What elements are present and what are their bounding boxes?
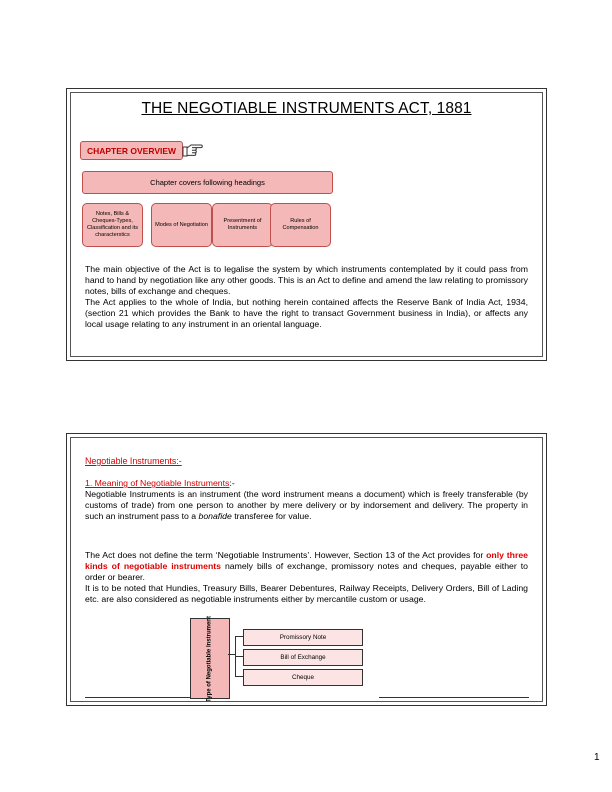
headings-bar: Chapter covers following headings [82, 171, 333, 194]
connector-main [228, 654, 235, 655]
divider-right [379, 697, 529, 698]
connector-3 [235, 676, 243, 677]
definition-text-a: The Act does not define the term ‘Negotiable Instruments’. However, Section 13 of the Act provides for [85, 550, 487, 560]
meaning-text-a: Negotiable Instruments is an instrument (the word instrument means a document) which is freely transferable (by customs of trade) from one person to another by mere delivery or by indorsement and delivery. The property in such an instrument pass to a [85, 488, 528, 521]
definition-text-b: namely bills of exchange, promissory notes and cheques, payable either to order or bearer. [85, 560, 528, 582]
other-instruments-paragraph: It is to be noted that Hundies, Treasury Bills, Bearer Debentures, Railway Receipts, Delivery Orders, Bill of Lading etc. are also considered as negotiable instruments either by mercantile custom or usage. [85, 582, 528, 604]
section-heading [85, 456, 528, 467]
instrument-type-label: Type of Negotiable Instrument [206, 615, 213, 702]
meaning-text-b: transferee for value. [231, 510, 312, 521]
instrument-type-box [190, 615, 230, 702]
heading-box-presentment: Presentment of Instruments [212, 203, 273, 247]
type-bill-of-exchange: Bill of Exchange [243, 649, 363, 666]
meaning-heading-text: 1. Meaning of Negotiable Instruments [85, 478, 230, 488]
overview-text [85, 264, 528, 329]
page-number: 1 [594, 752, 600, 763]
chapter-overview-label: CHAPTER OVERVIEW [80, 141, 183, 160]
definition-paragraph [85, 550, 528, 583]
divider-left [85, 697, 190, 698]
bonafide-word: bonafide [198, 510, 232, 521]
meaning-heading [85, 478, 528, 489]
heading-box-rules-of-compensation: Rules of Compensation [270, 203, 331, 247]
three-kinds-highlight: only three kinds of negotiable instruments [85, 550, 528, 571]
connector-2 [235, 656, 243, 657]
act-title: THE NEGOTIABLE INSTRUMENTS ACT, 1881 [141, 100, 472, 117]
type-cheque: Cheque [243, 669, 363, 686]
slide-negotiable-instruments [66, 433, 547, 706]
negotiable-instruments-heading: Negotiable Instruments:- [85, 456, 182, 466]
heading-box-modes-of-negotiation: Modes of Negotiation [151, 203, 212, 247]
pointing-hand-icon [181, 141, 203, 159]
heading-box-notes-bills-cheques: Notes, Bills & Cheques-Types, Classification and its characterstics [82, 203, 143, 247]
meaning-section [85, 478, 528, 522]
applicability-paragraph: The Act applies to the whole of India, but nothing herein contained affects the Reserve Bank of India Act, 1934, (section 21 which provides the Bank to have the right to transact Government business in India), or affects any local usage relating to any instrument in an oriental language. [85, 296, 528, 329]
objective-paragraph: The main objective of the Act is to legalise the system by which instruments contemplated by it could pass from hand to hand by negotiation like any other goods. This is an Act to define and amend the law relating to promissory notes, bills of exchange and cheques. [85, 264, 528, 296]
type-promissory-note: Promissory Note [243, 629, 363, 646]
meaning-paragraph [85, 489, 528, 522]
slide-chapter-overview [66, 88, 547, 361]
definition-section [85, 550, 528, 605]
connector-1 [235, 636, 243, 637]
meaning-heading-suffix: :- [229, 478, 235, 488]
